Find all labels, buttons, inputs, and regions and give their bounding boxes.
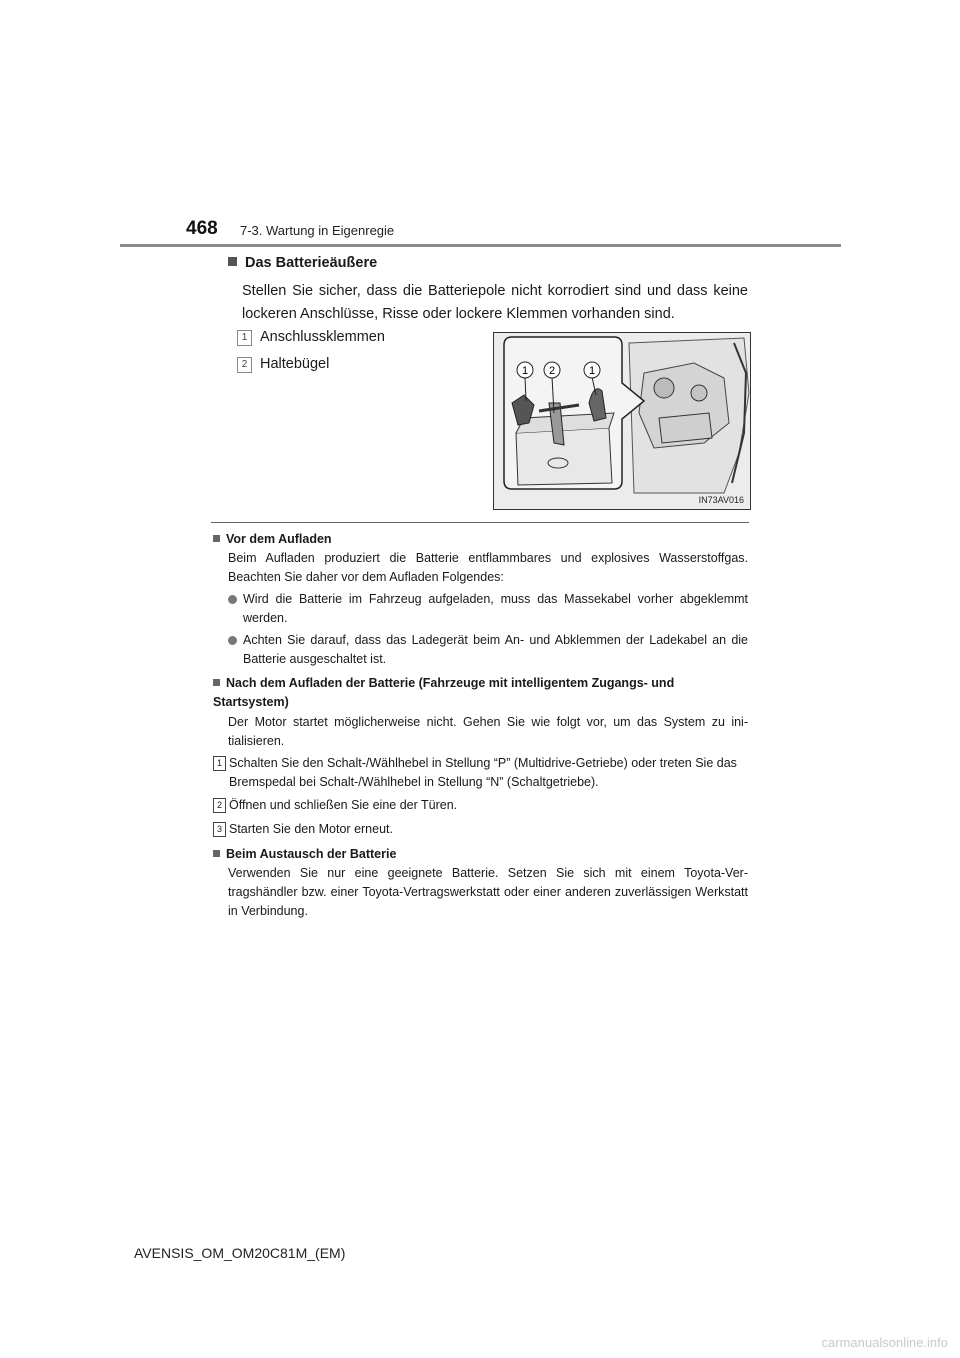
step-number: 2 bbox=[213, 798, 226, 813]
square-bullet-icon bbox=[213, 850, 220, 857]
step-item-1 bbox=[213, 754, 748, 792]
step-text: Starten Sie den Motor erneut. bbox=[229, 822, 393, 836]
step-text: Schalten Sie den Schalt-/Wählhebel in Stellung “P” (Multidrive-Getriebe) oder treten Sie das Bremspedal bei Schalt-/Wählhebel in Stellung “N” (Schaltgetriebe). bbox=[229, 756, 737, 789]
intro-paragraph: Stellen Sie sicher, dass die Batteriepole nicht korrodiert sind und dass keine lockeren Anschlüsse, Risse oder lockere Klemmen vorhanden sind. bbox=[242, 283, 748, 322]
note-text-after-charging: Der Motor startet möglicherweise nicht. Gehen Sie wie folgt vor, um das System zu initialisieren. bbox=[228, 715, 748, 748]
main-heading bbox=[228, 255, 377, 271]
watermark-text: carmanualsonline.info bbox=[821, 1335, 948, 1350]
battery-engine-drawing bbox=[494, 333, 750, 509]
document-code: AVENSIS_OM_OM20C81M_(EM) bbox=[134, 1245, 346, 1261]
callout-2: 2 bbox=[548, 365, 556, 377]
note-title: Vor dem Aufladen bbox=[226, 532, 332, 546]
callout-1a: 1 bbox=[521, 365, 529, 377]
main-heading-text: Das Batterieäußere bbox=[245, 255, 378, 271]
square-bullet-icon bbox=[213, 535, 220, 542]
note-text-replacement: Verwenden Sie nur eine geeignete Batterie. Setzen Sie sich mit einem Toyota-Vertragshändler bzw. einer Toyota-Vertragswerkstatt oder einer anderen zuverlässigen Werkstatt in Verbindung. bbox=[228, 866, 748, 918]
section-title: 7-3. Wartung in Eigenregie bbox=[240, 223, 395, 238]
legend-number: 1 bbox=[237, 330, 252, 346]
square-bullet-icon bbox=[213, 679, 220, 686]
bullet-item bbox=[228, 631, 748, 669]
legend-label: Haltebügel bbox=[260, 356, 330, 372]
battery-illustration bbox=[493, 332, 751, 510]
legend-item-2 bbox=[237, 356, 329, 373]
legend-label: Anschlussklemmen bbox=[260, 329, 385, 345]
square-bullet-icon bbox=[228, 257, 237, 266]
step-item-2 bbox=[213, 796, 748, 815]
bullet-item bbox=[228, 590, 748, 628]
page-number: 468 bbox=[186, 218, 218, 239]
note-heading-after-charging bbox=[213, 674, 749, 712]
header-rule bbox=[120, 244, 841, 247]
step-item-3 bbox=[213, 820, 748, 839]
note-heading-before-charging bbox=[213, 530, 332, 549]
circle-bullet-icon bbox=[228, 636, 237, 645]
legend-item-1 bbox=[237, 329, 385, 346]
callout-1b: 1 bbox=[588, 365, 596, 377]
step-number: 1 bbox=[213, 756, 226, 771]
section-divider bbox=[211, 522, 749, 523]
step-number: 3 bbox=[213, 822, 226, 837]
note-heading-replacement bbox=[213, 845, 396, 864]
note-text-before-charging: Beim Aufladen produziert die Batterie entflammbares und explosives Wasserstoffgas. Beachten Sie daher vor dem Aufladen Folgendes: bbox=[228, 551, 748, 584]
note-title: Nach dem Aufladen der Batterie (Fahrzeuge mit intelligentem Zugangs- und Startsystem) bbox=[213, 676, 675, 709]
figure-code: IN73AV016 bbox=[698, 495, 744, 505]
legend-number: 2 bbox=[237, 357, 252, 373]
step-text: Öffnen und schließen Sie eine der Türen. bbox=[229, 798, 458, 812]
note-title: Beim Austausch der Batterie bbox=[226, 847, 397, 861]
circle-bullet-icon bbox=[228, 595, 237, 604]
bullet-text: Achten Sie darauf, dass das Ladegerät beim An- und Abklemmen der Ladekabel an die Batterie ausgeschaltet ist. bbox=[243, 633, 748, 666]
bullet-text: Wird die Batterie im Fahrzeug aufgeladen, muss das Massekabel vorher abgeklemmt werden. bbox=[243, 592, 748, 625]
